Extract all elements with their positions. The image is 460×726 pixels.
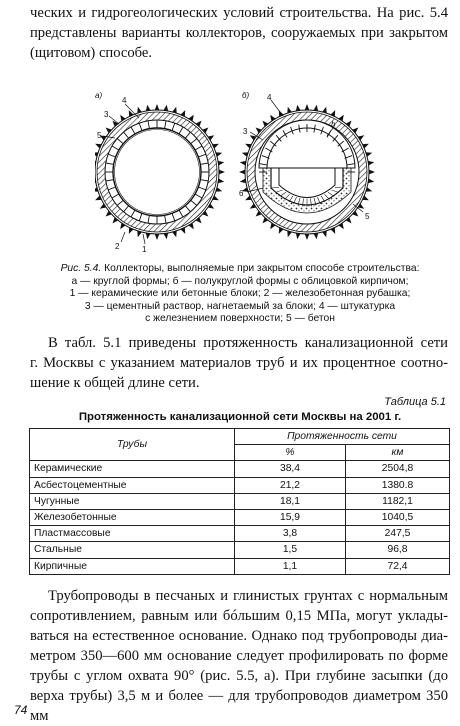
table-row — [30, 542, 450, 558]
pipe-type: Стальные — [30, 542, 235, 558]
pipe-km: 247,5 — [346, 526, 450, 542]
caption-line: 3 — цементный раствор, нагнетаемый за блоки; 4 — штукатурка — [84, 300, 396, 312]
text-line: В табл. 5.1 приведены протяженность канализационной сети — [48, 335, 448, 351]
sewer-length-table — [29, 428, 450, 575]
panel-b-label: б) — [242, 92, 250, 100]
panel-b — [239, 92, 375, 240]
callout-a: 4 — [122, 96, 127, 105]
pipe-percent: 18,1 — [235, 493, 346, 509]
callout-b: 4 — [267, 93, 272, 102]
table-row — [30, 493, 450, 509]
caption-line: с железнением поверхности; 5 — бетон — [145, 313, 335, 325]
pipe-km: 1182,1 — [346, 493, 450, 509]
pipe-type: Пластмассовые — [30, 526, 235, 542]
text-line: сопротивлением, равным или бóльшим 0,15 МПа, могут уклады- — [30, 608, 448, 624]
callout-a: 3 — [104, 110, 109, 119]
pipe-km: 2504,8 — [346, 461, 450, 477]
figure-caption — [30, 263, 450, 326]
text-line: представлены варианты коллекторов, сооружаемых при закрытом — [30, 25, 448, 41]
middle-paragraph — [30, 333, 448, 393]
callout-b: 6 — [239, 189, 244, 198]
pipe-type: Чугунные — [30, 493, 235, 509]
pipe-percent: 38,4 — [235, 461, 346, 477]
callout-a: 5 — [97, 131, 102, 140]
pipe-km: 1380.8 — [346, 477, 450, 493]
text-line: шение к общей длине сети. — [30, 375, 200, 391]
callout-a: 2 — [115, 242, 120, 251]
pipe-km: 96,8 — [346, 542, 450, 558]
header-percent: % — [235, 445, 346, 461]
text-line: трубы с углом охвата 90° (рис. 5.5, а). При глубине засыпки (до — [30, 668, 448, 684]
pipe-km: 1040,5 — [346, 509, 450, 525]
table-number: Таблица 5.1 — [384, 396, 446, 408]
pipe-km: 72,4 — [346, 558, 450, 574]
pipe-percent: 15,9 — [235, 509, 346, 525]
pipe-type: Кирпичные — [30, 558, 235, 574]
callout-b: 5 — [365, 212, 370, 221]
callout-a: 1 — [142, 245, 147, 252]
text-line: верха трубы) 3,5 м и более — для трубопроводов диаметром 350 мм — [30, 688, 448, 724]
panel-a-label: а) — [95, 92, 103, 100]
table-title: Протяженность канализационной сети Москвы на 2001 г. — [78, 411, 402, 423]
header-pipes: Трубы — [30, 429, 235, 461]
caption-line: а — круглой формы; б — полукруглой формы с облицовкой кирпичом; — [71, 275, 409, 287]
pipe-type: Керамические — [30, 461, 235, 477]
pipe-percent: 21,2 — [235, 477, 346, 493]
text-line: (щитовом) способе. — [30, 45, 153, 61]
table-row — [30, 509, 450, 525]
text-line: ваться на естественное основание. Однако под трубопроводы диа- — [30, 628, 448, 644]
callout-b-inner: b — [331, 120, 336, 129]
caption-lead: Рис. 5.4. — [60, 263, 102, 274]
table-row — [30, 558, 450, 574]
pipe-type: Асбестоцементные — [30, 477, 235, 493]
text-line: Трубопроводы в песчаных и глинистых грунтах с нормальным — [48, 588, 448, 604]
collector-figure — [95, 92, 385, 252]
text-line: метром 350—600 мм основание следует профилировать по форме — [30, 648, 448, 664]
table-row — [30, 526, 450, 542]
caption-line: 1 — керамические или бетонные блоки; 2 — железобетонная рубашка; — [69, 288, 411, 300]
table-row — [30, 477, 450, 493]
pipe-percent: 1,1 — [235, 558, 346, 574]
pipe-percent: 3,8 — [235, 526, 346, 542]
pipe-interior — [113, 128, 201, 216]
text-line: г. Москвы с указанием материалов труб и их процентное соотно- — [30, 355, 448, 371]
header-km: км — [346, 445, 450, 461]
header-length: Протяженность сети — [235, 429, 450, 445]
callout-b: 3 — [243, 127, 248, 136]
top-paragraph — [30, 3, 448, 63]
panel-a — [95, 92, 225, 252]
pipe-type: Железобетонные — [30, 509, 235, 525]
table-row — [30, 461, 450, 477]
bottom-paragraph — [30, 586, 448, 726]
caption-line: Коллекторы, выполняемые при закрытом способе строительства: — [104, 263, 420, 274]
text-line: ческих и гидрогеологических условий строительства. На рис. 5.4 — [30, 5, 448, 21]
page-number: 74 — [14, 703, 28, 717]
pipe-percent: 1,5 — [235, 542, 346, 558]
